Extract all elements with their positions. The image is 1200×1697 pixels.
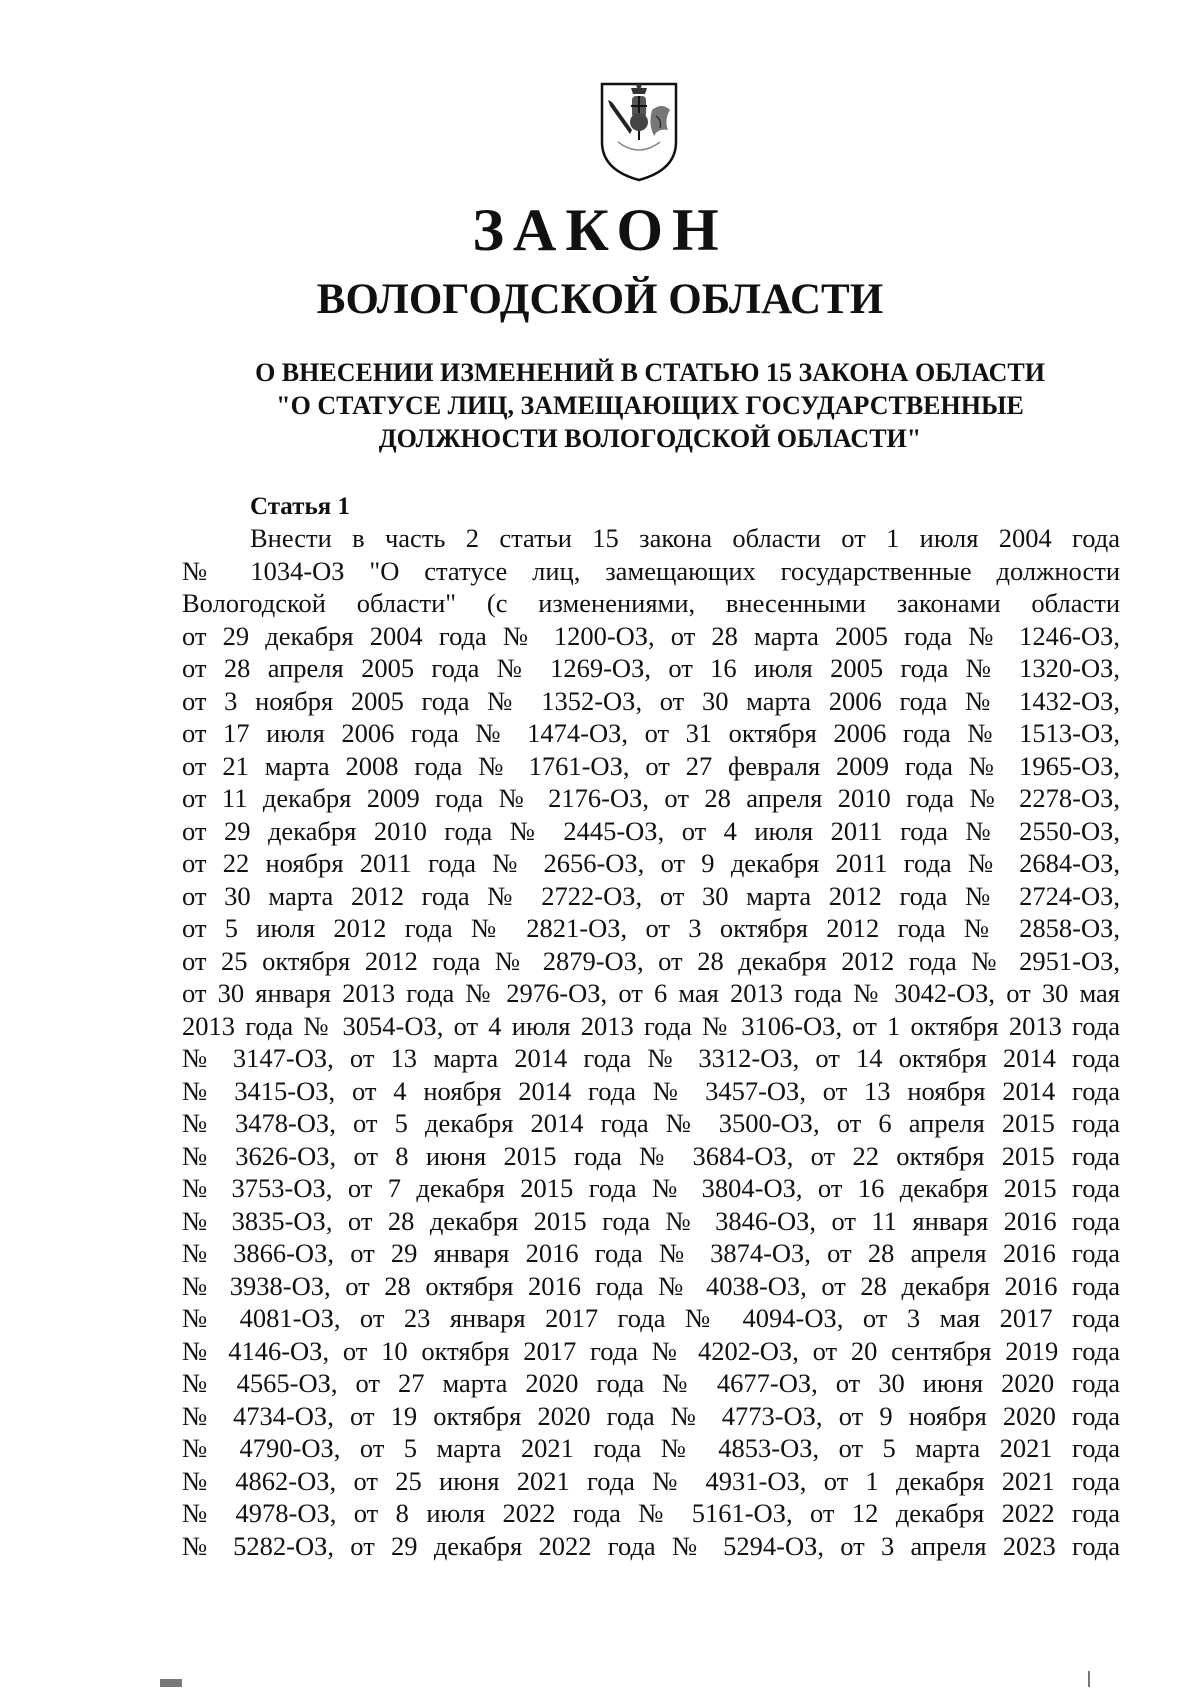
body-line: № 1034-ОЗ "О статусе лиц, замещающих государственные должности [182,555,1120,586]
body-line: от 3 ноября 2005 года № 1352-ОЗ, от 30 марта 2006 года № 1432-ОЗ, [182,685,1120,716]
heading-line: "О СТАТУСЕ ЛИЦ, ЗАМЕЩАЮЩИХ ГОСУДАРСТВЕННЫЕ [276,391,1024,420]
body-line: от 17 июля 2006 года № 1474-ОЗ, от 31 октября 2006 года № 1513-ОЗ, [182,718,1120,748]
body-line: № 3626-ОЗ, от 8 июня 2015 года № 3684-ОЗ, от 22 октября 2015 года [182,1140,1120,1171]
body-line: № 3938-ОЗ, от 28 октября 2016 года № 4038-ОЗ, от 28 декабря 2016 года [182,1270,1120,1301]
body-line: № 4790-ОЗ, от 5 марта 2021 года № 4853-ОЗ, от 5 марта 2021 года [182,1433,1120,1463]
body-line: от 5 июля 2012 года № 2821-ОЗ, от 3 октября 2012 года № 2858-ОЗ, [182,913,1120,943]
body-line: от 29 декабря 2010 года № 2445-ОЗ, от 4 июля 2011 года № 2550-ОЗ, [182,815,1120,846]
document-title: ЗАКОН [472,197,728,263]
body-line: № 4081-ОЗ, от 23 января 2017 года № 4094-ОЗ, от 3 мая 2017 года [182,1303,1120,1333]
body-line: № 5282-ОЗ, от 29 декабря 2022 года № 5294-ОЗ, от 3 апреля 2023 года [182,1530,1120,1561]
body-line: № 3866-ОЗ, от 29 января 2016 года № 3874-ОЗ, от 28 апреля 2016 года [182,1238,1120,1268]
body-line: № 4146-ОЗ, от 10 октября 2017 года № 4202-ОЗ, от 20 сентября 2019 года [182,1335,1120,1366]
body-line: от 30 января 2013 года № 2976-ОЗ, от 6 мая 2013 года № 3042-ОЗ, от 30 мая [182,978,1120,1008]
body-line: от 11 декабря 2009 года № 2176-ОЗ, от 28 апреля 2010 года № 2278-ОЗ, [182,783,1120,813]
body-line: 2013 года № 3054-ОЗ, от 4 июля 2013 года № 3106-ОЗ, от 1 октября 2013 года [182,1010,1120,1041]
coat-of-arms-emblem [598,80,680,182]
body-line: Вологодской области" (с изменениями, внесенными законами области [182,588,1120,618]
document-subtitle: ВОЛОГОДСКОЙ ОБЛАСТИ [316,276,884,323]
article-body [182,522,1120,1562]
body-line: Внести в часть 2 статьи 15 закона области от 1 июля 2004 года [250,523,1120,553]
body-line: № 3478-ОЗ, от 5 декабря 2014 года № 3500-ОЗ, от 6 апреля 2015 года [182,1108,1120,1138]
body-line: от 29 декабря 2004 года № 1200-ОЗ, от 28 марта 2005 года № 1246-ОЗ, [182,620,1120,651]
heading-line: О ВНЕСЕНИИ ИЗМЕНЕНИЙ В СТАТЬЮ 15 ЗАКОНА ОБЛАСТИ [255,358,1045,387]
body-line: № 3835-ОЗ, от 28 декабря 2015 года № 3846-ОЗ, от 11 января 2016 года [182,1205,1120,1236]
law-heading [190,356,1110,455]
body-line: от 30 марта 2012 года № 2722-ОЗ, от 30 марта 2012 года № 2724-ОЗ, [182,880,1120,911]
body-line: № 3147-ОЗ, от 13 марта 2014 года № 3312-ОЗ, от 14 октября 2014 года [182,1043,1120,1073]
body-line: от 21 марта 2008 года № 1761-ОЗ, от 27 февраля 2009 года № 1965-ОЗ, [182,750,1120,781]
body-line: № 3753-ОЗ, от 7 декабря 2015 года № 3804-ОЗ, от 16 декабря 2015 года [182,1173,1120,1203]
body-line: № 4734-ОЗ, от 19 октября 2020 года № 4773-ОЗ, от 9 ноября 2020 года [182,1400,1120,1431]
scan-artifact-mark [1088,1671,1090,1687]
body-line: № 4862-ОЗ, от 25 июня 2021 года № 4931-ОЗ, от 1 декабря 2021 года [182,1465,1120,1496]
body-line: от 28 апреля 2005 года № 1269-ОЗ, от 16 июля 2005 года № 1320-ОЗ, [182,653,1120,683]
body-line: № 3415-ОЗ, от 4 ноября 2014 года № 3457-ОЗ, от 13 ноября 2014 года [182,1075,1120,1106]
scan-artifact-mark [160,1679,182,1687]
body-line: № 4978-ОЗ, от 8 июля 2022 года № 5161-ОЗ, от 12 декабря 2022 года [182,1498,1120,1528]
body-line: № 4565-ОЗ, от 27 марта 2020 года № 4677-ОЗ, от 30 июня 2020 года [182,1368,1120,1398]
heading-line: ДОЛЖНОСТИ ВОЛОГОДСКОЙ ОБЛАСТИ" [378,424,922,453]
body-line: от 25 октября 2012 года № 2879-ОЗ, от 28 декабря 2012 года № 2951-ОЗ, [182,945,1120,976]
article-title: Статья 1 [250,493,350,520]
body-line: от 22 ноября 2011 года № 2656-ОЗ, от 9 декабря 2011 года № 2684-ОЗ, [182,848,1120,878]
